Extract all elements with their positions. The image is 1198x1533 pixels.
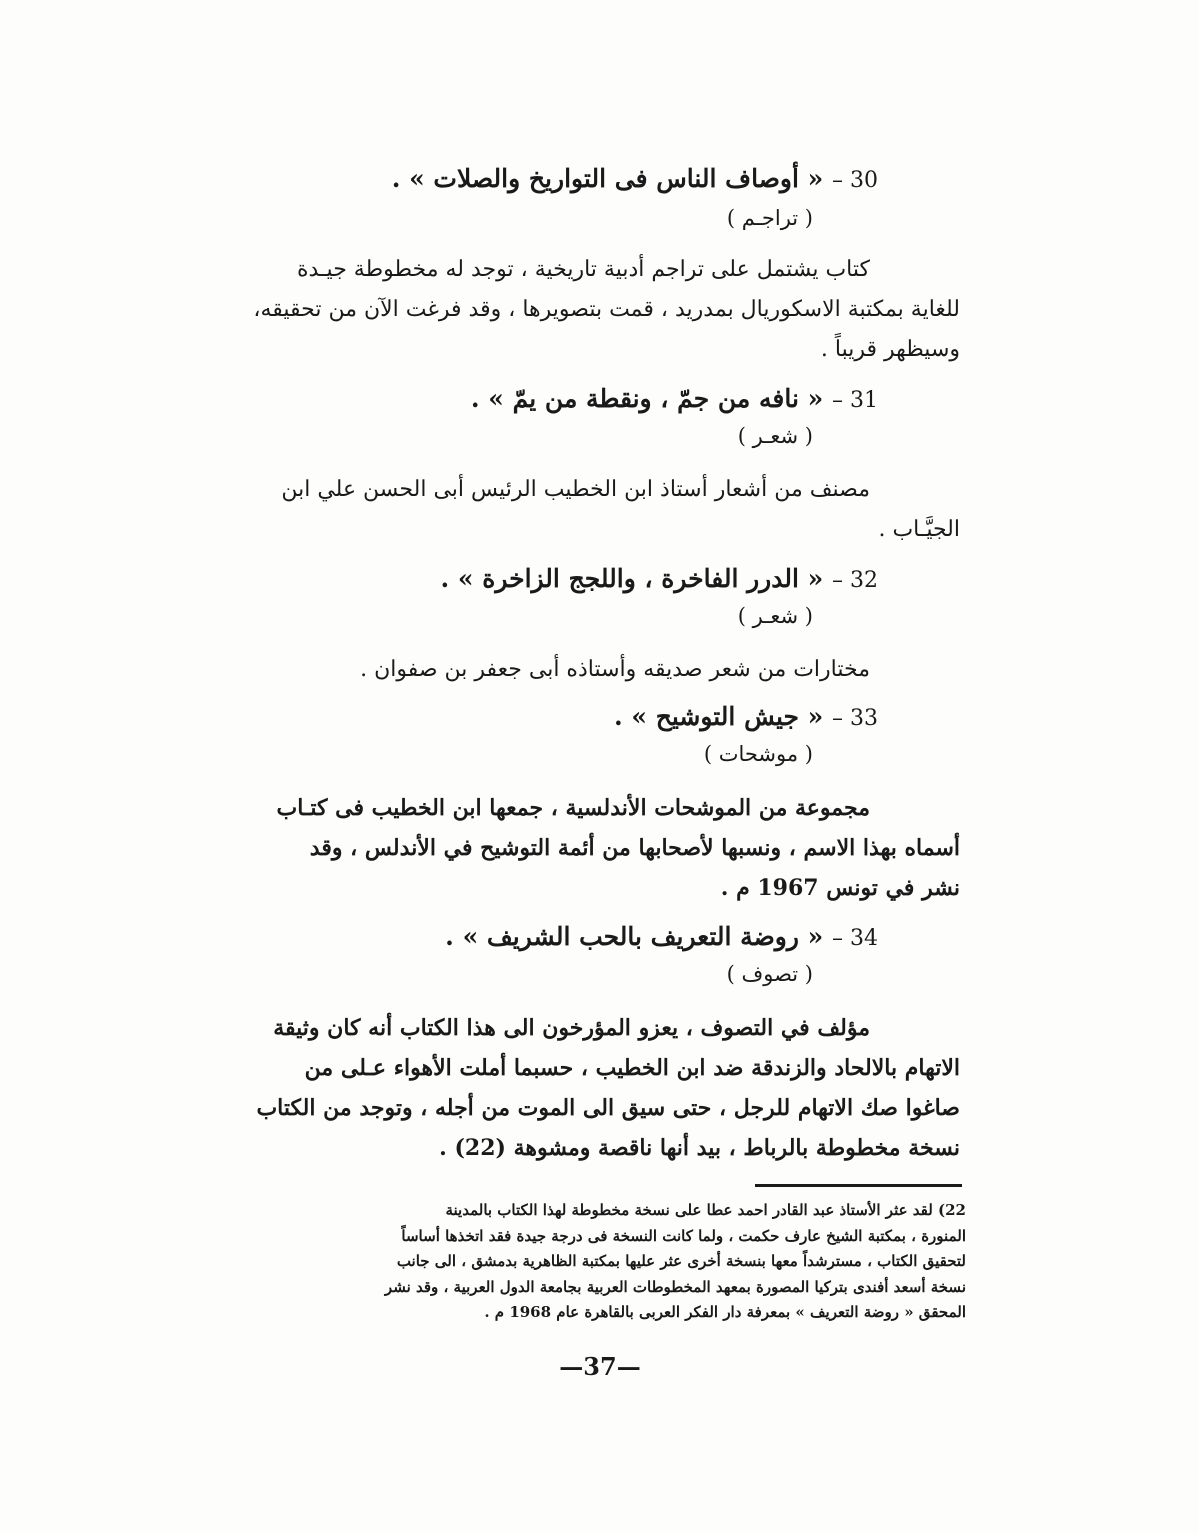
entry-number: 32 –: [832, 568, 878, 593]
entry-title-33: [614, 702, 878, 731]
footnote-line: 22) لقد عثر الأستاذ عبد القادر احمد عطا على نسخة مخطوطة لهذا الكتاب بالمدينة: [445, 1201, 966, 1219]
page-number: —37—: [559, 1352, 641, 1381]
entry-title-text: « روضة التعريف بالحب الشريف » .: [445, 922, 824, 951]
entry-paragraph-30: [200, 250, 960, 370]
entry-number: 30 –: [832, 168, 878, 193]
entry-title-text: « الدرر الفاخرة ، واللجج الزاخرة » .: [440, 564, 824, 593]
entry-category-33: ( موشحات ): [703, 742, 813, 766]
footnote: [214, 1198, 966, 1326]
footnote-line: نسخة أسعد أفندى بتركيا المصورة بمعهد المخطوطات العربية بجامعة الدول العربية ، وقد نشر: [384, 1277, 966, 1296]
paragraph-line: كتاب يشتمل على تراجم أدبية تاريخية ، توجد له مخطوطة جيـدة: [297, 257, 870, 282]
entry-category-32: ( شعـر ): [737, 604, 813, 628]
paragraph-line: وسيظهر قريباً .: [820, 337, 960, 362]
entry-paragraph-31: [200, 470, 960, 550]
entry-title-34: [445, 922, 878, 951]
paragraph-line: الجيَّـاب .: [878, 517, 960, 542]
footnote-line: المنورة ، بمكتبة الشيخ عارف حكمت ، ولما كانت النسخة فى درجة جيدة فقد اتخذها أساساً: [401, 1226, 966, 1245]
entry-number: 33 –: [832, 706, 878, 731]
paragraph-line: للغاية بمكتبة الاسكوريال بمدريد ، قمت بتصويرها ، وقد فرغت الآن من تحقيقه،: [253, 297, 960, 322]
entry-paragraph-34: [200, 1008, 960, 1168]
footnote-separator: [755, 1184, 962, 1187]
entry-title-text: « نافه من جمّ ، ونقطة من يمّ » .: [470, 384, 824, 413]
entry-title-text: « جيش التوشيح » .: [613, 702, 824, 731]
paragraph-line: الاتهام بالالحاد والزندقة ضد ابن الخطيب ، حسبما أملت الأهواء عـلى من: [304, 1055, 960, 1081]
paragraph-line: مجموعة من الموشحات الأندلسية ، جمعها ابن الخطيب فى كتـاب: [276, 795, 870, 821]
entry-number: 31 –: [832, 388, 878, 413]
entry-title-text: « أوصاف الناس فى التواريخ والصلات » .: [391, 164, 824, 193]
footnote-line: المحقق « روضة التعريف » بمعرفة دار الفكر العربى بالقاهرة عام 1968 م .: [484, 1303, 966, 1321]
paragraph-line: نسخة مخطوطة بالرباط ، بيد أنها ناقصة ومشوهة (22) .: [439, 1135, 960, 1161]
entry-category-34: ( تصوف ): [726, 962, 813, 986]
paragraph-line: مؤلف في التصوف ، يعزو المؤرخون الى هذا الكتاب أنه كان وثيقة: [273, 1015, 870, 1041]
entry-paragraph-32: [200, 650, 960, 690]
paragraph-line: مختارات من شعر صديقه وأستاذه أبى جعفر بن صفوان .: [360, 657, 870, 682]
paragraph-line: مصنف من أشعار أستاذ ابن الخطيب الرئيس أبى الحسن علي ابن: [281, 477, 870, 502]
entry-number: 34 –: [832, 926, 878, 951]
footnote-line: لتحقيق الكتاب ، مسترشداً معها بنسخة أخرى عثر عليها بمكتبة الظاهرية بدمشق ، الى جانب: [396, 1252, 966, 1270]
entry-category-30: ( تراجـم ): [726, 206, 813, 230]
paragraph-line: أسماه بهذا الاسم ، ونسبها لأصحابها من أئمة التوشيح في الأندلس ، وقد: [309, 835, 960, 861]
paragraph-line: نشر في تونس 1967 م .: [720, 875, 960, 901]
entry-paragraph-33: [200, 788, 960, 908]
entry-category-31: ( شعـر ): [737, 424, 813, 448]
entry-title-30: [392, 164, 878, 193]
entry-title-32: [440, 564, 878, 593]
entry-title-31: [471, 384, 878, 413]
paragraph-line: صاغوا صك الاتهام للرجل ، حتى سيق الى الموت من أجله ، وتوجد من الكتاب: [256, 1095, 960, 1121]
